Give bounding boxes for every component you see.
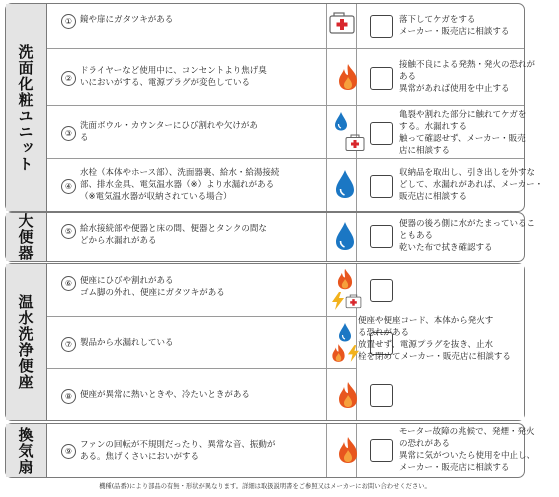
check-box[interactable] [370, 67, 393, 90]
footer-note: 機種(品番)により部品の有無・形状が異なります。詳細は取扱説明書をご参照又はメーカーにお問い合わせください。 [99, 483, 431, 490]
check-row-2 [47, 48, 536, 106]
check-row-6 [47, 264, 357, 316]
check-box[interactable] [370, 225, 393, 248]
section-title: 大便器 [6, 213, 47, 261]
action-text: 接触不良による発熱・発火の恐れが ある 異常があれば使用を中止する [399, 60, 536, 94]
check-row-1 [47, 4, 524, 48]
check-description: 鏡や扉にガタツキがある [80, 15, 174, 25]
check-description: 便座が異常に熱いときや、冷たいときがある [80, 390, 250, 400]
row-number: ⑨ [61, 444, 76, 459]
check-description: 製品から水漏れしている [80, 338, 174, 348]
check-description: 給水接続部や便器と床の間、便器とタンクの間な どから水漏れがある [80, 224, 267, 246]
row-number: ④ [61, 179, 76, 194]
row-number: ⑥ [61, 276, 76, 291]
check-box[interactable] [370, 384, 393, 407]
row-number: ③ [61, 126, 76, 141]
water-drop-icon [334, 111, 368, 131]
check-box[interactable] [370, 175, 393, 198]
check-box[interactable] [370, 279, 393, 302]
section-ventilation-fan [5, 423, 536, 478]
section-washbasin-unit [5, 3, 544, 212]
water-drop-icon [335, 221, 369, 251]
check-row-4 [47, 158, 544, 212]
row-number: ⑧ [61, 389, 76, 404]
section-toilet-bowl [5, 212, 536, 262]
section-title: 換気扇 [6, 424, 47, 477]
action-text: 亀裂や割れた部分に触れてケガを する。水漏れする 触って確認せず、メーカー・販売 店に相談する [399, 110, 527, 156]
check-description: ファンの回転が不規則だったり、異常な音、振動が ある。焦げくさいにおいがする [80, 440, 276, 462]
check-box[interactable] [370, 439, 393, 462]
row-number: ⑤ [61, 224, 76, 239]
section-title: 洗面化粧ユニット [6, 4, 47, 211]
first-aid-kit-icon [329, 13, 363, 35]
check-description: 洗面ボウル・カウンターにひび割れや欠けがあ る [80, 121, 258, 143]
check-row-7 [47, 316, 357, 369]
check-description: ドライヤーなど使用中に、コンセントより焦げ臭 いにおいがする、電源プラグが変色している [80, 66, 267, 88]
check-description: 水栓（本体やホース部）、洗面器裏、給水・給湯接続 部、排水金具、電気温水器（※）より水漏れがある （※電気温水器が収納されている場合） [80, 168, 280, 202]
check-description: 便座にひびや割れがある ゴム脚の外れ、便座にガタツキがある [80, 276, 225, 298]
row-number: ⑦ [61, 337, 76, 352]
check-row-5 [47, 213, 536, 261]
action-text: 収納品を取出し、引き出しを外すな どして、水漏れがあれば、メーカー・ 販売店に相談する [399, 168, 544, 202]
check-box[interactable] [370, 122, 393, 145]
fire-icon [337, 381, 371, 409]
check-row-9 [47, 424, 536, 477]
fire-icon [336, 268, 370, 290]
section-washlet-seat [5, 263, 525, 421]
action-text: 落下してケガをする メーカー・販売店に相談する [399, 15, 510, 37]
action-text: 便器の後ろ側に水がたまっているこ ともある 乾いた布で拭き確認する [399, 219, 536, 253]
fire-icon [337, 436, 371, 464]
check-row-3 [47, 105, 527, 159]
row-number: ① [61, 14, 76, 29]
section-title: 温水洗浄便座 [6, 264, 47, 420]
fire-icon [337, 63, 371, 91]
row-number: ② [61, 71, 76, 86]
action-text: モーター故障の兆候で、発煙・発火 の恐れがある 異常に気がついたら使用を中止し、 メーカー・販売店に相談する [399, 427, 536, 473]
check-row-8 [47, 368, 357, 421]
check-box[interactable] [370, 15, 393, 38]
action-text: 便座や便座コード、本体から発火す る恐れがある 放置せず、電源プラグを抜き、止水 栓を閉めてメーカー・販売店に相談する [358, 316, 511, 362]
water-drop-icon [335, 169, 369, 199]
